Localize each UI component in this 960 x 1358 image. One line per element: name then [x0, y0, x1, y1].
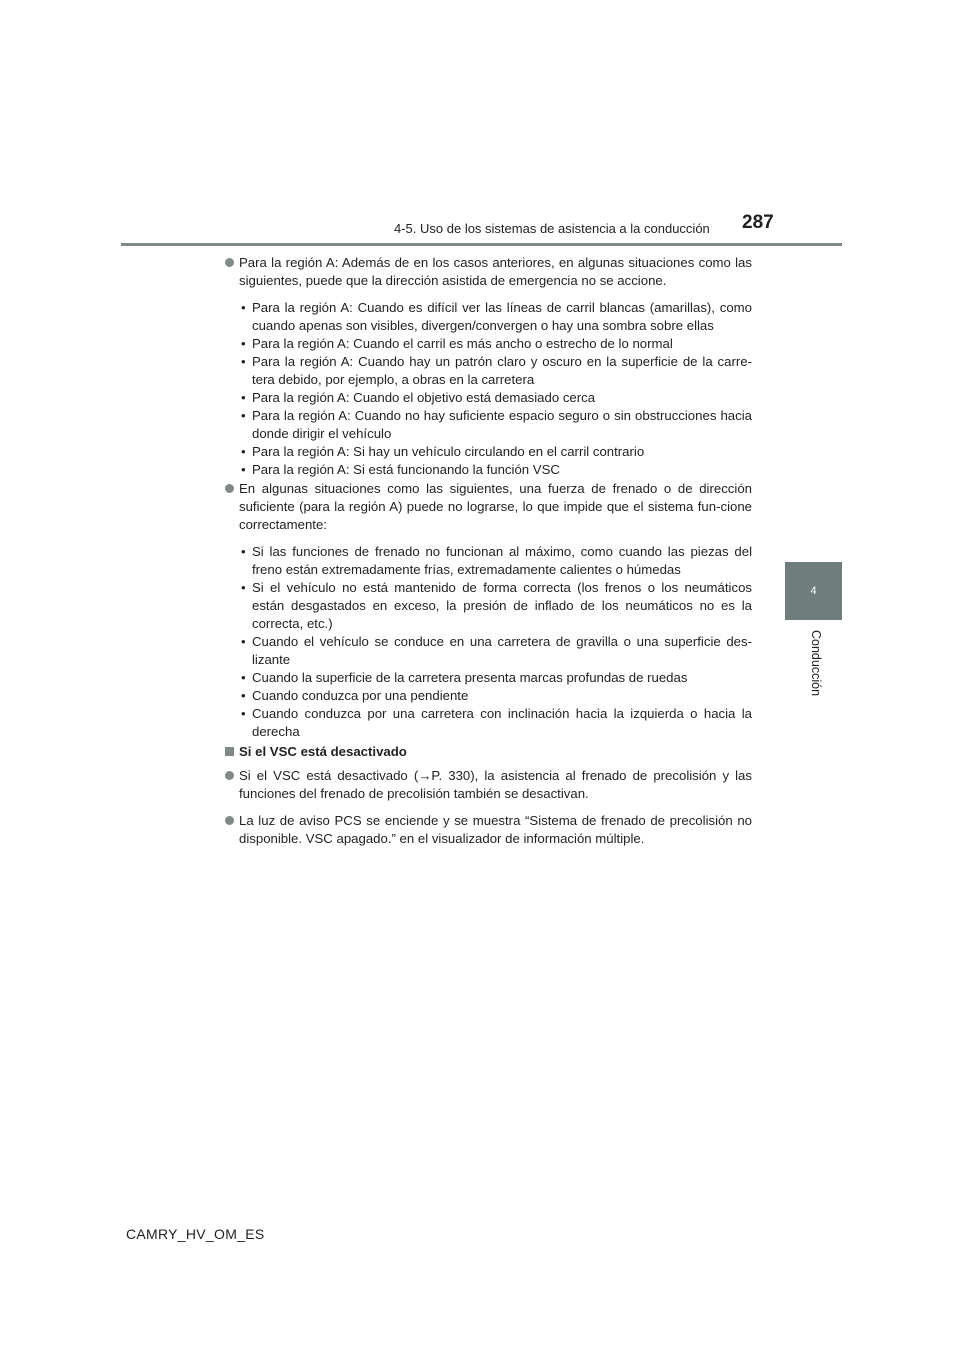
list-item — [241, 389, 752, 407]
dot-bullet-icon: • — [241, 354, 246, 369]
dot-bullet-icon: • — [241, 670, 246, 685]
page-number: 287 — [742, 212, 774, 233]
bullet-paragraph-4 — [224, 812, 752, 848]
section-heading — [224, 743, 752, 761]
dot-bullet-icon: • — [241, 580, 246, 595]
chapter-name: Conducción — [809, 630, 823, 697]
list-item — [241, 335, 752, 353]
bullet-paragraph-3 — [224, 767, 752, 803]
list-item — [241, 543, 752, 579]
list-item-text: Si el vehículo no está mantenido de forma correcta (los frenos o los neumáticos están desgastados en exceso, la presión de inflado de los neumáticos no es la correcta, etc.) — [252, 580, 752, 631]
list-item-text: Para la región A: Cuando es difícil ver las líneas de carril blancas (amarillas), como cuando apenas son visibles, divergen/convergen o hay una sombra sobre ellas — [252, 300, 752, 333]
list-item — [241, 443, 752, 461]
list-item-text: Para la región A: Cuando el objetivo está demasiado cerca — [252, 390, 596, 405]
list-item — [241, 705, 752, 741]
list-item-text: Si las funciones de frenado no funcionan al máximo, como cuando las piezas del freno están extremadamente frías, extremadamente calientes o húmedas — [252, 544, 752, 577]
list-item-text: Para la región A: Cuando el carril es más ancho o estrecho de lo normal — [252, 336, 673, 351]
paragraph-text: En algunas situaciones como las siguientes, una fuerza de frenado o de dirección suficiente (para la región A) puede no lograrse, lo que impide que el sistema fun-cione correctamente: — [239, 481, 752, 532]
list-item — [241, 687, 752, 705]
dot-bullet-icon: • — [241, 390, 246, 405]
list-item — [241, 407, 752, 443]
dot-bullet-icon: • — [241, 408, 246, 423]
dot-bullet-icon: • — [241, 544, 246, 559]
dot-bullet-icon: • — [241, 634, 246, 649]
circle-bullet-icon — [225, 816, 234, 825]
list-item-text: Para la región A: Cuando no hay suficiente espacio seguro o sin obstrucciones hacia donde dirigir el vehículo — [252, 408, 752, 441]
dot-bullet-icon: • — [241, 444, 246, 459]
list-item-text: Para la región A: Cuando hay un patrón claro y oscuro en la superficie de la carre-tera debido, por ejemplo, a obras en la carretera — [252, 354, 752, 387]
list-item-text: Para la región A: Si hay un vehículo circulando en el carril contrario — [252, 444, 645, 459]
list-item-text: Para la región A: Si está funcionando la función VSC — [252, 462, 560, 477]
chapter-tab — [785, 562, 842, 620]
header-divider — [121, 243, 842, 246]
bullet-paragraph-1 — [224, 254, 752, 290]
dot-bullet-icon: • — [241, 688, 246, 703]
page-content — [224, 254, 752, 857]
dot-bullet-icon: • — [241, 706, 246, 721]
section-title: 4-5. Uso de los sistemas de asistencia a la conducción — [394, 221, 710, 236]
paragraph-text: Si el VSC está desactivado (→P. 330), la asistencia al frenado de precolisión y las funciones del frenado de precolisión también se desactivan. — [239, 768, 752, 801]
list-item-text: Cuando conduzca por una carretera con inclinación hacia la izquierda o hacia la derecha — [252, 706, 752, 739]
bullet-paragraph-2 — [224, 480, 752, 534]
paragraph-text: Para la región A: Además de en los casos anteriores, en algunas situaciones como las siguientes, puede que la dirección asistida de emergencia no se accione. — [239, 255, 752, 288]
list-item — [241, 669, 752, 687]
list-item-text: Cuando el vehículo se conduce en una carretera de gravilla o una superficie des-lizante — [252, 634, 752, 667]
circle-bullet-icon — [225, 484, 234, 493]
list-item — [241, 353, 752, 389]
section-heading-text: Si el VSC está desactivado — [239, 744, 407, 759]
list-item-text: Cuando conduzca por una pendiente — [252, 688, 469, 703]
paragraph-text: La luz de aviso PCS se enciende y se muestra “Sistema de frenado de precolisión no disponible. VSC apagado.” en el visualizador de información múltiple. — [239, 813, 752, 846]
circle-bullet-icon — [225, 771, 234, 780]
list-item — [241, 461, 752, 479]
dot-bullet-icon: • — [241, 336, 246, 351]
dot-bullet-icon: • — [241, 462, 246, 477]
chapter-number: 4 — [810, 585, 817, 597]
document-code: CAMRY_HV_OM_ES — [126, 1226, 265, 1242]
dot-bullet-icon: • — [241, 300, 246, 315]
list-item-text: Cuando la superficie de la carretera presenta marcas profundas de ruedas — [252, 670, 688, 685]
list-item — [241, 633, 752, 669]
sub-list-1 — [224, 299, 752, 479]
list-item — [241, 299, 752, 335]
circle-bullet-icon — [225, 258, 234, 267]
list-item — [241, 579, 752, 633]
sub-list-2 — [224, 543, 752, 741]
square-bullet-icon — [225, 747, 234, 756]
